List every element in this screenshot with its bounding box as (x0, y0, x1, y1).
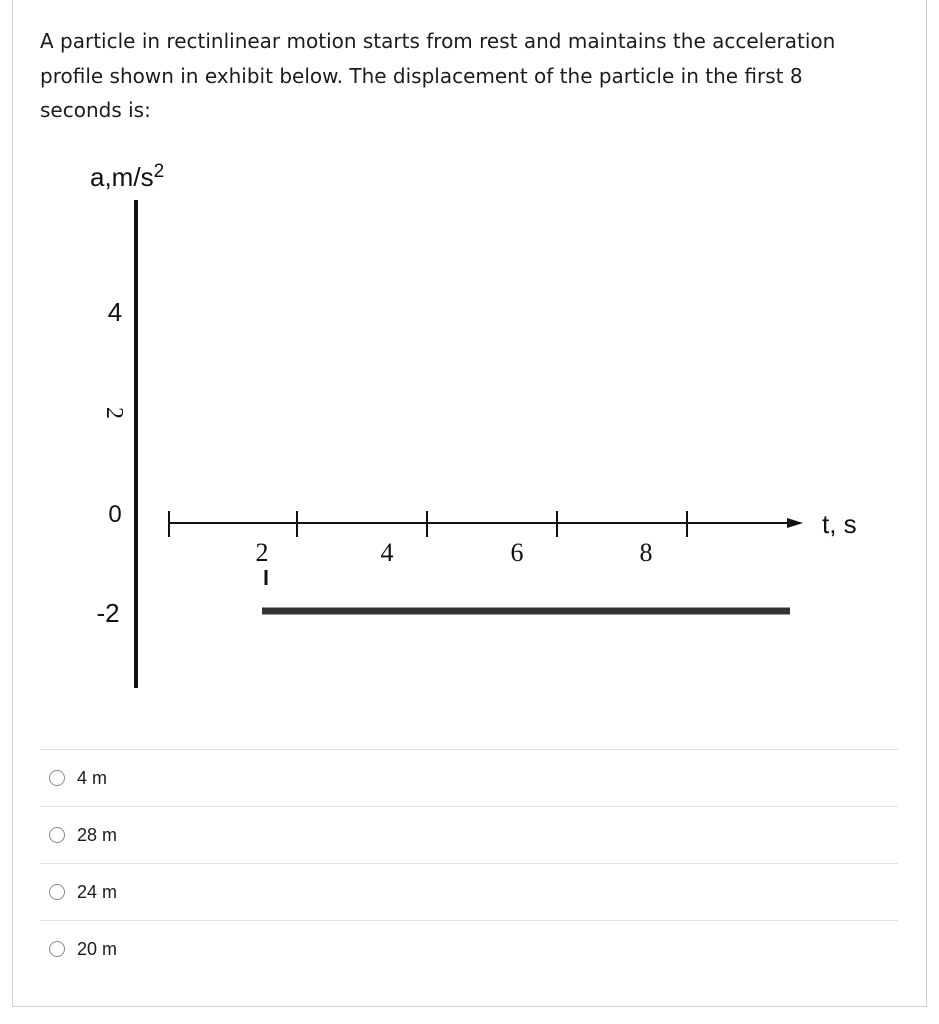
x-tick-label-2: 2 (255, 538, 269, 567)
answer-options (40, 749, 898, 977)
y-tick-label-4: 4 (107, 297, 123, 327)
radio-button[interactable] (49, 884, 65, 900)
option-label: 24 m (77, 881, 118, 902)
option-4m[interactable] (40, 749, 898, 806)
option-20m[interactable] (40, 920, 898, 977)
radio-button[interactable] (49, 827, 65, 843)
y-axis-label: $a,m/s^2$ (90, 161, 165, 192)
x-tick-label-8: 8 (639, 538, 653, 567)
y-tick-label-2: 2 (101, 407, 127, 419)
question-line-2: profile shown in exhibit below. The displacement of the particle in the first 8 (40, 63, 803, 88)
option-label: 4 m (77, 767, 108, 788)
option-label: 28 m (77, 824, 118, 845)
question-text (40, 24, 870, 128)
question-line-3: seconds is: (40, 98, 151, 122)
option-24m[interactable] (40, 863, 898, 920)
x-tick-label-6: 6 (510, 538, 524, 567)
acceleration-chart (0, 140, 939, 700)
option-label: 20 m (77, 938, 118, 959)
x-tick-label-4: 4 (380, 538, 394, 567)
x-axis-label: t, s (822, 509, 857, 539)
radio-button[interactable] (49, 770, 65, 786)
radio-button[interactable] (49, 941, 65, 957)
question-line-1: A particle in rectinlinear motion starts from rest and maintains the acceleration (40, 29, 836, 53)
x-axis-arrow-icon (787, 518, 803, 528)
y-tick-label-0: 0 (108, 501, 122, 528)
y-tick-label-neg2: -2 (96, 598, 120, 628)
option-28m[interactable] (40, 806, 898, 863)
